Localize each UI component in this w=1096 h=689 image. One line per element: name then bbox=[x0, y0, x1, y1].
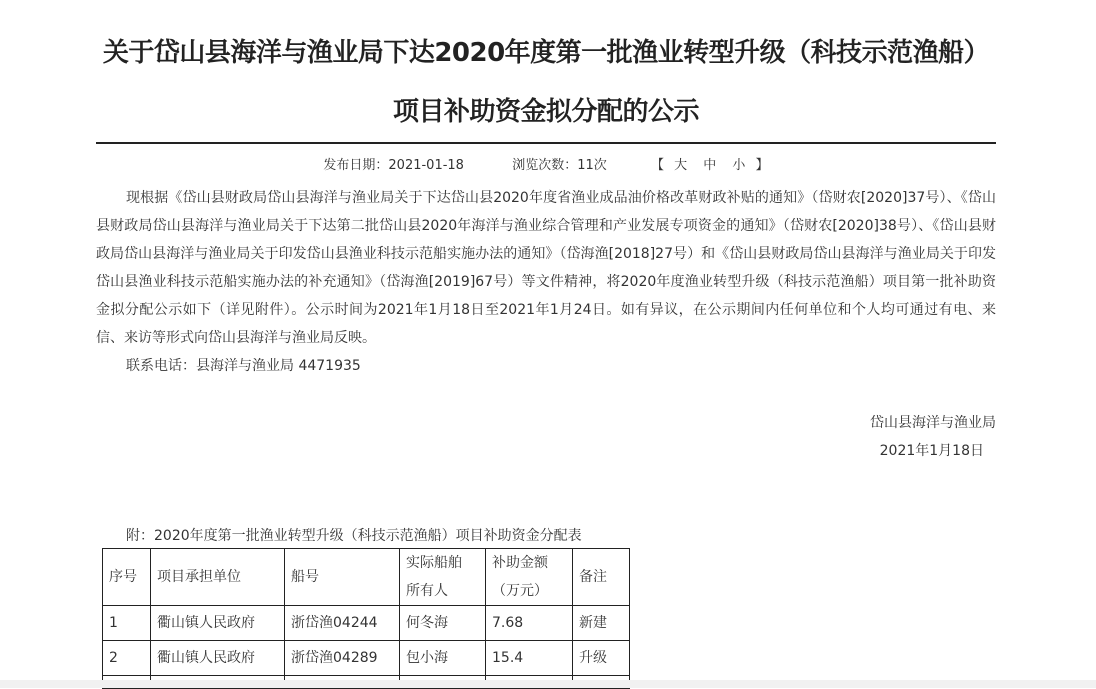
table-row bbox=[103, 641, 630, 676]
font-size-switcher bbox=[651, 155, 769, 177]
body-paragraph-main: 现根据《岱山县财政局岱山县海洋与渔业局关于下达岱山县2020年度省渔业成品油价格改革财政补贴的通知》（岱财农[2020]37号）、《岱山县财政局岱山县海洋与渔业局关于下达第二批岱山县2020年海洋与渔业综合管理和产业发展专项资金的通知》（岱财农[2020]38号）、《岱山县财政局岱山县海洋与渔业局关于印发岱山县渔业科技示范船实施办法的通知》（岱海渔[2018]27号）和《岱山县财政局岱山县海洋与渔业局关于印发岱山县渔业科技示范船实施办法的补充通知》（岱海渔[2019]67号）等文件精神，将2020年度渔业转型升级（科技示范渔船）项目第一批补助资金拟分配公示如下（详见附件）。公示时间为2021年1月18日至2021年1月24日。如有异议，在公示期间内任何单位和个人均可通过有电、来信、来访等形式向岱山县海洋与渔业局反映。 bbox=[96, 190, 996, 346]
cell-unit: 衢山镇人民政府 bbox=[151, 641, 285, 676]
header-owner-line2: 所有人 bbox=[406, 583, 448, 599]
header-amount-line2: （万元） bbox=[492, 583, 548, 599]
attachment-caption: 附：2020年度第一批渔业转型升级（科技示范渔船）项目补助资金分配表 bbox=[126, 528, 582, 544]
allocation-table bbox=[102, 548, 630, 689]
table-header-row bbox=[103, 549, 630, 606]
header-seq: 序号 bbox=[103, 549, 151, 606]
header-owner bbox=[400, 549, 486, 606]
page-title-line2: 项目补助资金拟分配的公示 bbox=[392, 97, 699, 127]
cell-owner: 包小海 bbox=[400, 641, 486, 676]
cell-note: 升级 bbox=[573, 641, 630, 676]
header-amount-line1: 补助金额 bbox=[492, 555, 548, 571]
header-amount bbox=[486, 549, 573, 606]
cell-seq: 1 bbox=[103, 606, 151, 641]
viewport-bottom-edge bbox=[0, 680, 1096, 688]
font-size-small-link[interactable]: 小 bbox=[732, 158, 746, 173]
cell-ship: 浙岱渔04244 bbox=[285, 606, 400, 641]
font-size-bracket-close: 】 bbox=[755, 158, 769, 173]
header-ship: 船号 bbox=[285, 549, 400, 606]
signature-block bbox=[696, 409, 996, 465]
title-divider bbox=[96, 142, 996, 144]
header-note: 备注 bbox=[573, 549, 630, 606]
header-owner-line1: 实际船舶 bbox=[406, 555, 462, 571]
cell-owner: 何冬海 bbox=[400, 606, 486, 641]
view-count: 浏览次数：11次 bbox=[512, 158, 607, 173]
announcement-page bbox=[96, 0, 996, 688]
header-unit: 项目承担单位 bbox=[151, 549, 285, 606]
table-row bbox=[103, 606, 630, 641]
font-size-large-link[interactable]: 大 bbox=[674, 158, 688, 173]
cell-seq: 2 bbox=[103, 641, 151, 676]
cell-ship: 浙岱渔04289 bbox=[285, 641, 400, 676]
contact-phone: 联系电话：县海洋与渔业局 4471935 bbox=[126, 358, 361, 374]
cell-amount: 7.68 bbox=[486, 606, 573, 641]
publish-date: 发布日期：2021-01-18 bbox=[323, 158, 464, 173]
signature-org: 岱山县海洋与渔业局 bbox=[870, 415, 996, 431]
font-size-medium-link[interactable]: 中 bbox=[703, 158, 717, 173]
cell-amount: 15.4 bbox=[486, 641, 573, 676]
font-size-bracket-open: 【 bbox=[650, 158, 664, 173]
page-title-line1: 关于岱山县海洋与渔业局下达2020年度第一批渔业转型升级（科技示范渔船） bbox=[102, 38, 990, 68]
signature-date: 2021年1月18日 bbox=[879, 443, 984, 459]
cell-unit: 衢山镇人民政府 bbox=[151, 606, 285, 641]
cell-note: 新建 bbox=[573, 606, 630, 641]
article-meta bbox=[96, 155, 996, 177]
article-body bbox=[96, 184, 996, 380]
